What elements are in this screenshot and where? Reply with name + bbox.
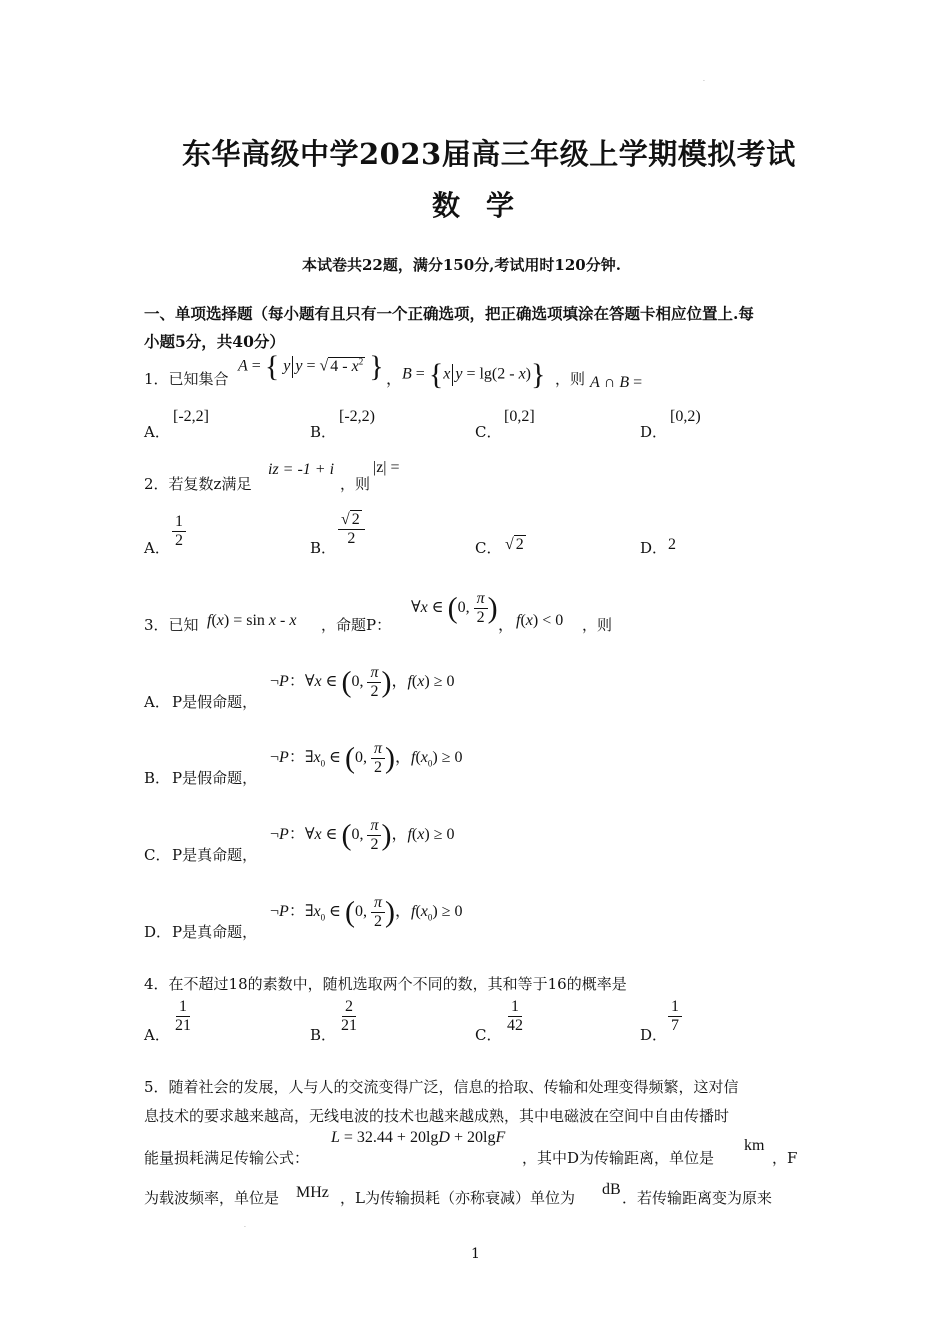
q4-option-a-label[interactable]: A． — [144, 1026, 170, 1044]
q2-option-b-value: $\frac{√ 2}{2}$ — [338, 511, 365, 548]
exam-title: 东华高级中学2023届高三年级上学期模拟考试 — [182, 137, 796, 171]
q3-prop: ，命题P： — [321, 616, 392, 634]
q5-unit-db: dB — [602, 1181, 621, 1198]
section-heading-line2: 小题5分，共40分） — [144, 332, 285, 351]
q3-option-a-neg: ¬P：∀x ∈ (0, $\frac{\pi}{2}$ )，f(x) ≥ 0 — [270, 664, 455, 700]
q5-unit-km: km — [744, 1137, 765, 1154]
q1-set-a: A = { y y = √ $4 - x^2$ } — [238, 350, 384, 383]
q1-option-d-value: [0,2) — [670, 408, 701, 425]
q5-line4-a: 为载波频率，单位是 — [144, 1189, 280, 1207]
q1-set-b: B = {x y = lg(2 - x)} — [402, 358, 546, 391]
q1-option-b-label[interactable]: B． — [310, 423, 337, 441]
q3-comma: ， — [498, 617, 515, 634]
page-number: 1 — [471, 1246, 480, 1262]
q3-then: ，则 — [582, 616, 613, 634]
q1-prefix: 1．已知集合 — [144, 370, 229, 388]
q2-option-a-label[interactable]: A． — [144, 539, 170, 557]
q2-option-b-label[interactable]: B． — [310, 539, 337, 557]
subject-title: 数学 — [432, 189, 541, 222]
q1-ask: A ∩ B = — [590, 374, 643, 391]
q1-comma: ， — [386, 371, 403, 388]
q4-option-b-label[interactable]: B． — [310, 1026, 337, 1044]
q2-ask: |z| = — [373, 459, 400, 476]
q5-line2: 息技术的要求越来越高，无线电波的技术也越来越成熟，其中电磁波在空间中自由传播时 — [144, 1107, 730, 1125]
q1-option-a-value: [-2,2] — [173, 408, 209, 425]
q2-option-d-label[interactable]: D． — [640, 539, 668, 557]
q4-option-c-value: $\frac{1}{42}$ — [507, 998, 523, 1034]
q4-option-b-value: $\frac{2}{21}$ — [341, 998, 357, 1034]
q4-option-a-value: $\frac{1}{21}$ — [175, 998, 191, 1034]
q3-ineq: f(x) < 0 — [516, 612, 564, 629]
q3-option-a-text: P是假命题， — [172, 693, 258, 711]
decor-dot-bottom: . — [244, 1222, 246, 1229]
q2-option-d-value: 2 — [668, 536, 676, 553]
q3-option-d-label[interactable]: D． — [144, 923, 172, 941]
q1-then: ，则 — [555, 370, 586, 388]
q4-option-d-label[interactable]: D． — [640, 1026, 668, 1044]
q2-option-c-value: √ 2 — [505, 536, 524, 553]
q2-prefix: 2．若复数z满足 — [144, 475, 252, 493]
exam-info: 本试卷共22题，满分150分,考试用时120分钟. — [302, 256, 621, 274]
q4-text: 4．在不超过18的素数中，随机选取两个不同的数，其和等于16的概率是 — [144, 975, 627, 993]
q5-line3-prefix: 能量损耗满足传输公式： — [144, 1149, 310, 1167]
q5-line3-end: ，F — [772, 1149, 798, 1167]
q3-option-a-label[interactable]: A． — [144, 693, 170, 711]
q1-option-d-label[interactable]: D． — [640, 423, 668, 441]
q1-option-c-value: [0,2] — [504, 408, 535, 425]
q2-then: ，则 — [340, 475, 371, 493]
q1-option-c-label[interactable]: C． — [475, 423, 502, 441]
q3-option-b-text: P是假命题， — [172, 769, 258, 787]
q3-cond: ∀x ∈ (0, $\frac{\pi}{2}$ ) — [411, 590, 498, 626]
q4-option-d-value: $\frac{1}{7}$ — [668, 998, 682, 1035]
section-heading-line1: 一、单项选择题（每小题有且只有一个正确选项，把正确选项填涂在答题卡相应位置上.每 — [144, 304, 754, 323]
q5-line4-c: ．若传输距离变为原来 — [622, 1189, 773, 1207]
q3-option-b-neg: ¬P：$\exists x_0$ ∈ (0, $\frac{\pi}{2}$ )，$f(x_0) \ge 0$ — [270, 740, 463, 776]
q3-f-def: f(x) = sin x - x — [207, 612, 297, 629]
q1-option-b-value: [-2,2) — [339, 408, 375, 425]
q5-unit-mhz: MHz — [296, 1184, 329, 1201]
q5-line3-mid: ，其中D为传输距离，单位是 — [522, 1149, 715, 1167]
q2-option-a-value: $\frac{1}{2}$ — [172, 513, 186, 550]
q3-option-c-neg: ¬P：∀x ∈ (0, $\frac{\pi}{2}$ )，f(x) ≥ 0 — [270, 817, 455, 853]
q3-option-d-neg: ¬P：$\exists x_0$ ∈ (0, $\frac{\pi}{2}$ )，$f(x_0) \ge 0$ — [270, 894, 463, 930]
q1-option-a-label[interactable]: A． — [144, 423, 170, 441]
q5-line1: 5．随着社会的发展，人与人的交流变得广泛，信息的拾取、传输和处理变得频繁，这对信 — [144, 1078, 739, 1096]
q3-option-d-text: P是真命题， — [172, 923, 258, 941]
q3-option-b-label[interactable]: B． — [144, 769, 171, 787]
decor-dot: . — [703, 76, 705, 83]
q3-option-c-text: P是真命题， — [172, 846, 258, 864]
q4-option-c-label[interactable]: C． — [475, 1026, 502, 1044]
q3-option-c-label[interactable]: C． — [144, 846, 171, 864]
q5-line4-b: ，L为传输损耗（亦称衰减）单位为 — [340, 1189, 575, 1207]
q2-option-c-label[interactable]: C． — [475, 539, 502, 557]
q3-prefix: 3．已知 — [144, 616, 199, 634]
q5-formula: L = 32.44 + 20lgD + 20lgF — [331, 1129, 506, 1146]
q2-condition: iz = -1 + i — [268, 461, 335, 478]
